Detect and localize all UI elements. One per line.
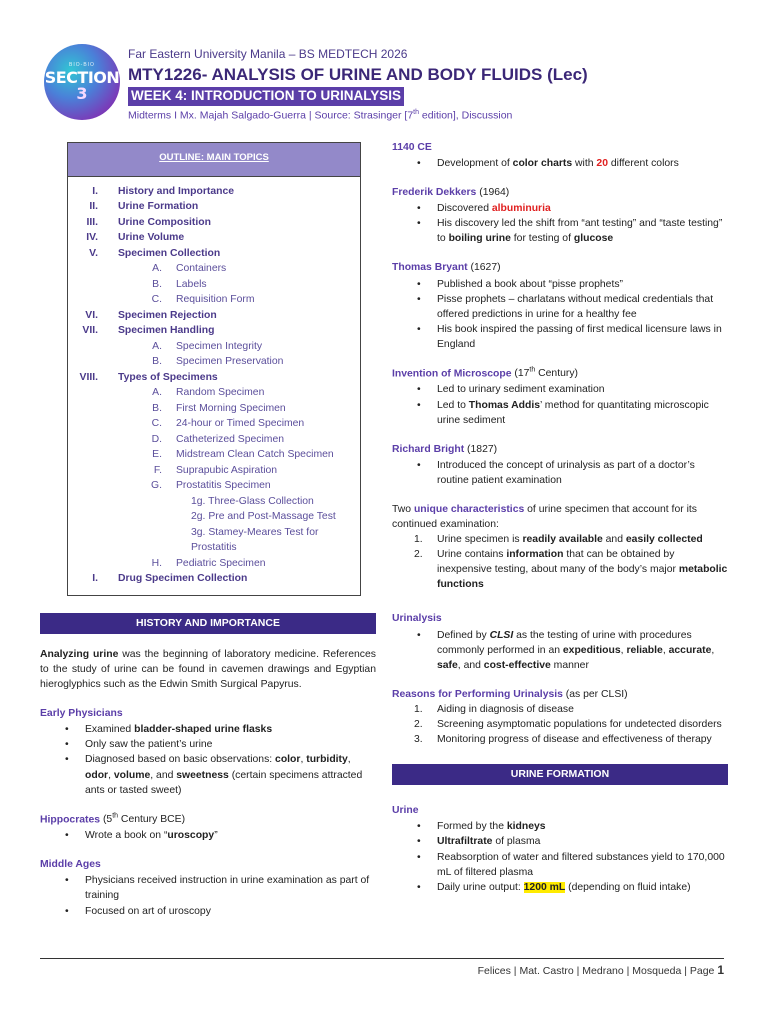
outline-item [68, 246, 360, 262]
outline-item-label: Specimen Preservation [176, 356, 284, 368]
outline-item-label: Drug Specimen Collection [118, 573, 248, 585]
outline-item [68, 401, 360, 417]
early-physicians-heading: Early Physicians [40, 708, 123, 720]
right-column [392, 140, 728, 895]
outline-item-label: Pediatric Specimen [176, 557, 266, 569]
course-title: MTY1226- ANALYSIS OF URINE AND BODY FLUIDS (Lec) [128, 64, 588, 84]
urine-formation-bar: URINE FORMATION [392, 764, 728, 785]
outline-item-label: Urine Formation [118, 201, 199, 213]
outline-item [68, 556, 360, 572]
outline-item-label: Containers [176, 263, 227, 275]
outline-item-number: D. [151, 433, 162, 445]
outline-item-number: F. [153, 464, 162, 476]
document-header [128, 47, 728, 123]
reasons-section [392, 687, 728, 747]
list-item: 1. Aiding in diagnosis of disease [414, 703, 574, 715]
list-item: • Pisse prophets – charlatans without medical credentials that offered predictions in urine for a healthy fee [392, 292, 728, 322]
outline-item-number: IV. [86, 232, 98, 244]
outline-item [68, 494, 360, 510]
ce-section [392, 140, 728, 171]
list-item: • Focused on art of uroscopy [40, 904, 376, 919]
outline-box [67, 142, 361, 596]
microscope-heading: Invention of Microscope (17th Century) [392, 366, 578, 380]
outline-item [68, 323, 360, 339]
outline-item [68, 385, 360, 401]
outline-item [68, 339, 360, 355]
school-line: Far Eastern University Manila – BS MEDTECH 2026 [128, 47, 408, 61]
bryant-section [392, 260, 728, 351]
outline-item [68, 509, 360, 525]
outline-item-number: H. [151, 557, 162, 569]
outline-item-number: A. [152, 263, 162, 275]
early-physicians-section [40, 706, 376, 797]
list-item: • Discovered albuminuria [392, 201, 728, 216]
urinalysis-section [392, 611, 728, 672]
outline-item-label: Urine Composition [118, 216, 211, 228]
hippocrates-section [40, 812, 376, 844]
outline-item-label: Prostatitis Specimen [176, 480, 271, 492]
logo-number-text: 3 [76, 83, 88, 103]
dekkers-heading: Frederik Dekkers (1964) [392, 187, 510, 199]
outline-item-label: Specimen Collection [118, 247, 221, 259]
outline-item-label: First Morning Specimen [176, 402, 286, 414]
outline-item [68, 478, 360, 494]
outline-item [68, 525, 360, 556]
logo-section-text: SECTION [44, 67, 120, 87]
list-item: • Published a book about “pisse prophets” [392, 277, 728, 292]
outline-item-number: V. [89, 247, 98, 259]
outline-item-label: Specimen Handling [118, 325, 215, 337]
outline-item-label: Specimen Integrity [176, 340, 263, 352]
history-intro: Analyzing urine was the beginning of laboratory medicine. References to the study of urine can be found in cavemen drawings and Egyptian hieroglyphics such as the Edwin Smith Surgical Papyrus. [40, 648, 376, 691]
outline-item [68, 199, 360, 215]
outline-item-number: II. [89, 201, 98, 213]
list-item: • Led to Thomas Addis’ method for quantitating microscopic urine sediment [392, 398, 728, 428]
middle-ages-heading: Middle Ages [40, 859, 101, 871]
outline-item-number: I. [92, 185, 98, 197]
list-item: • Physicians received instruction in urine examination as part of training [40, 873, 376, 903]
list-item: • Led to urinary sediment examination [392, 382, 728, 397]
outline-item [68, 292, 360, 308]
middle-ages-section [40, 857, 376, 918]
list-item: • His discovery led the shift from “ant testing” and “taste testing” to boiling urine for testing of glucose [392, 216, 728, 246]
list-item: 1. Urine specimen is readily available and easily collected [414, 534, 703, 546]
outline-item-number: C. [151, 294, 162, 306]
outline-item-number: B. [152, 356, 162, 368]
outline-item-label: 3g. Stamey-Meares Test for Prostatitis [191, 526, 319, 554]
list-item: • Reabsorption of water and filtered substances yield to 170,000 mL of filtered plasma [392, 850, 728, 880]
list-item: • Examined bladder-shaped urine flasks [40, 722, 376, 737]
outline-item [68, 463, 360, 479]
outline-item-label: 1g. Three-Glass Collection [191, 495, 314, 507]
urine-heading: Urine [392, 805, 419, 817]
outline-title: OUTLINE: MAIN TOPICS [68, 143, 360, 177]
outline-item-number: III. [86, 216, 98, 228]
unique-intro: Two unique characteristics of urine specimen that account for its continued examination: [392, 503, 697, 531]
outline-item-label: Specimen Rejection [118, 309, 217, 321]
outline-item-label: Suprapubic Aspiration [176, 464, 278, 476]
outline-item [68, 432, 360, 448]
outline-item [68, 447, 360, 463]
outline-item-number: C. [151, 418, 162, 430]
outline-item-number: E. [152, 449, 162, 461]
ce-heading: 1140 CE [392, 142, 432, 153]
outline-item [68, 261, 360, 277]
outline-item-number: A. [152, 387, 162, 399]
section-3-logo [44, 44, 120, 120]
list-item: • Ultrafiltrate of plasma [392, 834, 728, 849]
outline-item-label: Midstream Clean Catch Specimen [176, 449, 334, 461]
outline-item [68, 354, 360, 370]
outline-item-label: 24-hour or Timed Specimen [176, 418, 305, 430]
outline-item [68, 184, 360, 200]
list-item: • Diagnosed based on basic observations: color, turbidity, odor, volume, and sweetness (certain specimens attracted ants or tasted sweet) [40, 752, 376, 797]
outline-item-number: B. [152, 278, 162, 290]
bryant-heading: Thomas Bryant (1627) [392, 262, 501, 274]
outline-item-label: 2g. Pre and Post-Massage Test [191, 511, 336, 523]
outline-item-number: I. [92, 573, 98, 585]
footer-divider [40, 958, 724, 959]
list-item: • Formed by the kidneys [392, 819, 728, 834]
meta-line: Midterms I Mx. Majah Salgado-Guerra | Source: Strasinger [7th edition], Discussion [128, 108, 513, 122]
urinalysis-heading: Urinalysis [392, 613, 442, 625]
outline-item [68, 571, 360, 587]
reasons-heading: Reasons for Performing Urinalysis (as per CLSI) [392, 688, 628, 700]
outline-item [68, 416, 360, 432]
unique-characteristics-section [392, 502, 728, 592]
hippocrates-heading: Hippocrates (5th Century BCE) [40, 812, 186, 826]
list-item: • His book inspired the passing of first medical licensure laws in England [392, 322, 728, 352]
outline-item-label: Labels [176, 278, 207, 290]
list-item: • Wrote a book on “uroscopy” [40, 828, 376, 843]
outline-item-label: Urine Volume [118, 232, 185, 244]
microscope-section [392, 366, 728, 428]
outline-item-label: Random Specimen [176, 387, 265, 399]
outline-item-number: VIII. [79, 371, 98, 383]
list-item: • Daily urine output: 1200 mL (depending on fluid intake) [392, 880, 728, 895]
history-section-bar: HISTORY AND IMPORTANCE [40, 613, 376, 634]
logo-small-text: BIO-BIO [69, 62, 95, 69]
list-item: 2. Screening asymptomatic populations for undetected disorders [414, 718, 722, 730]
outline-item [68, 277, 360, 293]
outline-item-number: B. [152, 402, 162, 414]
left-column [40, 140, 376, 919]
urine-section [392, 803, 728, 894]
outline-item-label: Catheterized Specimen [176, 433, 285, 445]
outline-item-number: A. [152, 340, 162, 352]
outline-item-number: VI. [85, 309, 98, 321]
outline-item-label: Requisition Form [176, 294, 255, 306]
bright-section [392, 442, 728, 488]
outline-item [68, 370, 360, 386]
page-number: 1 [717, 963, 724, 977]
footer: Felices | Mat. Castro | Medrano | Mosqueda | Page 1 [477, 963, 724, 977]
dekkers-section [392, 185, 728, 246]
list-item: 2. Urine contains information that can be obtained by inexpensive testing, about many of the body’s major metabolic functions [414, 549, 728, 591]
list-item: • Defined by CLSI as the testing of urine with procedures commonly performed in an expeditious, reliable, accurate, safe, and cost-effective manner [392, 628, 728, 673]
outline-item-label: Types of Specimens [118, 371, 218, 383]
outline-list [68, 177, 360, 595]
outline-item [68, 230, 360, 246]
list-item: • Development of color charts with 20 different colors [392, 156, 728, 171]
list-item: 3. Monitoring progress of disease and effectiveness of therapy [414, 733, 712, 745]
outline-item-label: History and Importance [118, 185, 235, 197]
list-item: • Only saw the patient’s urine [40, 737, 376, 752]
outline-item-number: G. [151, 480, 162, 492]
outline-item-number: VII. [82, 325, 98, 337]
outline-item [68, 215, 360, 231]
bright-heading: Richard Bright (1827) [392, 443, 498, 455]
week-title: WEEK 4: INTRODUCTION TO URINALYSIS [128, 87, 404, 106]
outline-item [68, 308, 360, 324]
list-item: • Introduced the concept of urinalysis as part of a doctor’s routine patient examination [392, 458, 728, 488]
